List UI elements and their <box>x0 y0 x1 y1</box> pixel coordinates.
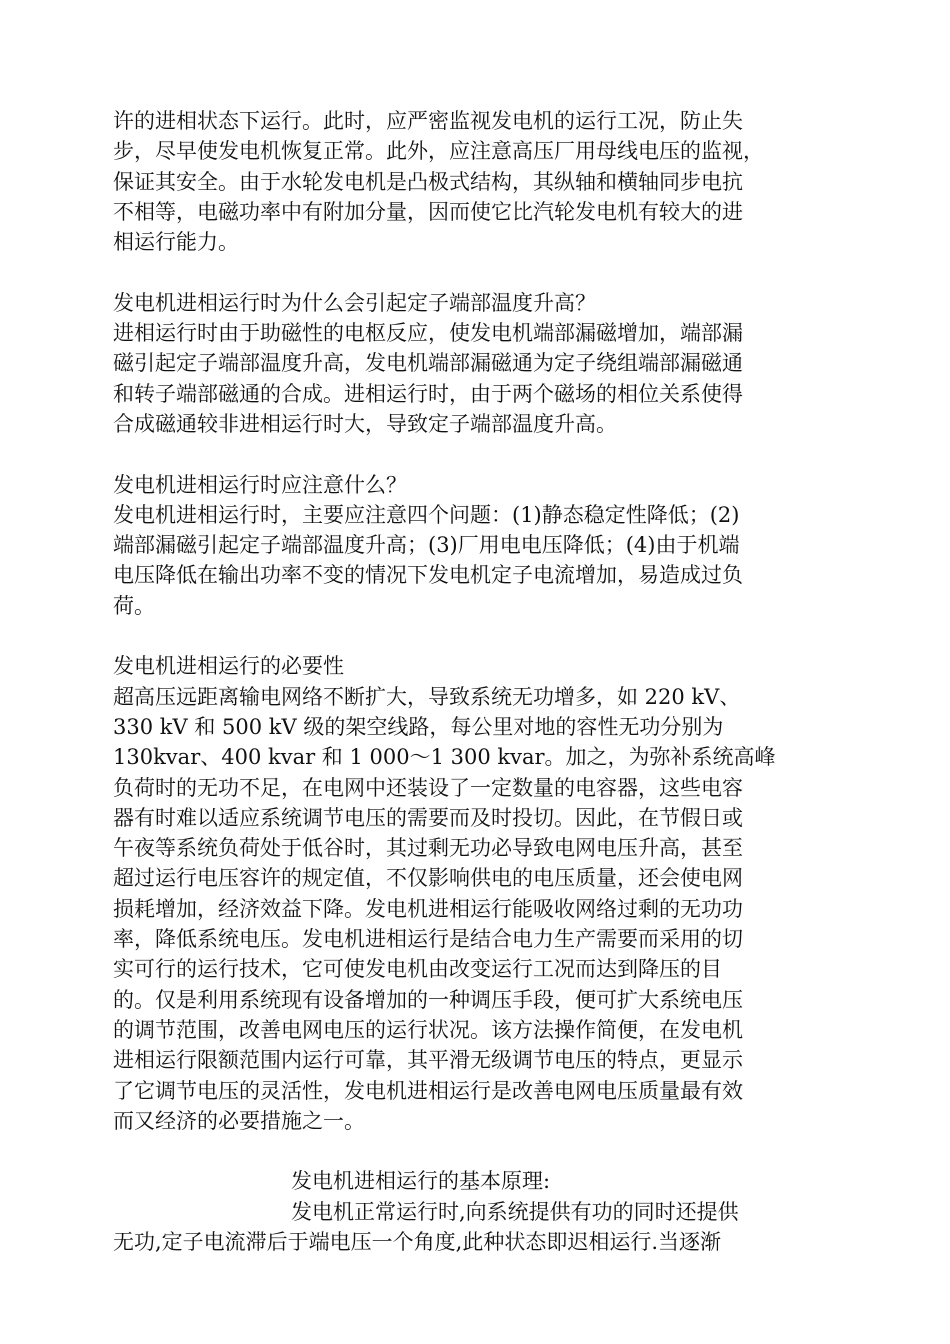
text-line: 的调节范围，改善电网电压的运行状况。该方法操作简便，在发电机 <box>113 1017 743 1042</box>
text-line: 而又经济的必要措施之一。 <box>113 1108 365 1133</box>
text-line: 磁引起定子端部温度升高，发电机端部漏磁通为定子绕组端部漏磁通 <box>113 351 743 376</box>
text-line: 合成磁通较非进相运行时大，导致定子端部温度升高。 <box>113 411 617 436</box>
text-line: 330 kV 和 500 kV 级的架空线路，每公里对地的容性无功分别为 <box>113 714 724 739</box>
paragraph-gap <box>113 257 783 287</box>
document-body <box>113 106 783 1257</box>
text-line: 进相运行时由于助磁性的电枢反应，使发电机端部漏磁增加，端部漏 <box>113 321 743 346</box>
section-heading: 发电机进相运行时为什么会引起定子端部温度升高？ <box>113 290 596 315</box>
text-line: 荷。 <box>113 593 155 618</box>
text-line: 无功,定子电流滞后于端电压一个角度,此种状态即迟相运行.当逐渐 <box>113 1229 722 1254</box>
text-line: 进相运行限额范围内运行可靠，其平滑无级调节电压的特点，更显示 <box>113 1048 743 1073</box>
text-line: 步，尽早使发电机恢复正常。此外，应注意高压厂用母线电压的监视， <box>113 139 764 164</box>
text-line: 损耗增加，经济效益下降。发电机进相运行能吸收网络过剩的无功功 <box>113 896 743 921</box>
text-line: 相运行能力。 <box>113 230 239 255</box>
text-line: 发电机进相运行时，主要应注意四个问题：(1)静态稳定性降低；(2) <box>113 502 740 527</box>
text-line: 午夜等系统负荷处于低谷时，其过剩无功必导致电网电压升高，甚至 <box>113 836 743 861</box>
text-line: 130kvar、400 kvar 和 1 000～1 300 kvar。加之，为弥补系统高峰 <box>113 745 776 770</box>
text-line: 不相等，电磁功率中有附加分量，因而使它比汽轮发电机有较大的进 <box>113 199 743 224</box>
section-precautions <box>113 470 783 621</box>
text-line: 保证其安全。由于水轮发电机是凸极式结构，其纵轴和横轴同步电抗 <box>113 169 743 194</box>
paragraph-gap <box>113 621 783 651</box>
text-line: 发电机正常运行时,向系统提供有功的同时还提供 <box>291 1199 739 1224</box>
text-line: 的。仅是利用系统现有设备增加的一种调压手段，便可扩大系统电压 <box>113 987 743 1012</box>
text-line: 超高压远距离输电网络不断扩大，导致系统无功增多，如 220 kV、 <box>113 684 741 709</box>
text-line: 器有时难以适应系统调节电压的需要而及时投切。因此，在节假日或 <box>113 805 743 830</box>
text-line: 和转子端部磁通的合成。进相运行时，由于两个磁场的相位关系使得 <box>113 381 743 406</box>
text-line: 负荷时的无功不足，在电网中还装设了一定数量的电容器，这些电容 <box>113 775 743 800</box>
text-line: 端部漏磁引起定子端部温度升高；(3)厂用电电压降低；(4)由于机端 <box>113 533 740 558</box>
paragraph-gap <box>113 1136 783 1166</box>
section-necessity <box>113 651 783 1136</box>
text-line: 率，降低系统电压。发电机进相运行是结合电力生产需要而采用的切 <box>113 927 743 952</box>
text-line: 电压降低在输出功率不变的情况下发电机定子电流增加，易造成过负 <box>113 563 743 588</box>
section-heading: 发电机进相运行时应注意什么？ <box>113 472 407 497</box>
section-heading: 发电机进相运行的必要性 <box>113 654 344 679</box>
text-line: 实可行的运行技术，它可使发电机由改变运行工况而达到降压的目 <box>113 957 722 982</box>
text-line: 许的进相状态下运行。此时，应严密监视发电机的运行工况，防止失 <box>113 109 743 133</box>
section-stator-temperature <box>113 288 783 439</box>
text-line: 了它调节电压的灵活性，发电机进相运行是改善电网电压质量最有效 <box>113 1078 743 1103</box>
section-principle <box>113 1166 783 1257</box>
text-line: 超过运行电压容许的规定值，不仅影响供电的电压质量，还会使电网 <box>113 866 743 891</box>
section-heading: 发电机进相运行的基本原理: <box>291 1169 551 1194</box>
paragraph-gap <box>113 439 783 469</box>
paragraph-intro <box>113 106 783 257</box>
